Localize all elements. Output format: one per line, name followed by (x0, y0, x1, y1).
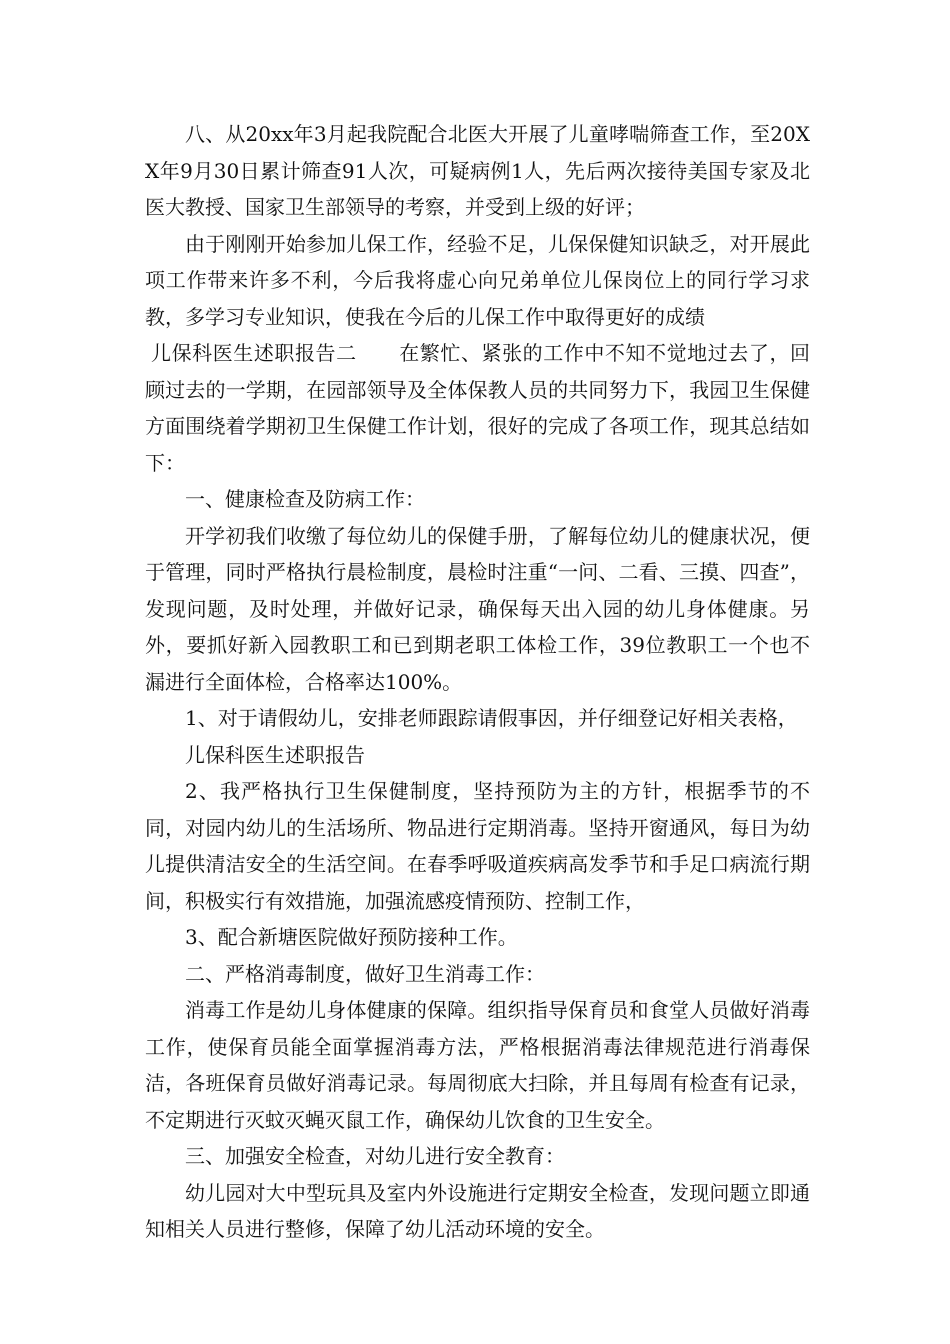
paragraph-safety: 幼儿园对大中型玩具及室内外设施进行定期安全检查，发现问题立即通知相关人员进行整修，保障了幼儿活动环境的安全。 (145, 1180, 810, 1241)
paragraph-reflection: 由于刚刚开始参加儿保工作，经验不足，儿保保健知识缺乏，对开展此项工作带来许多不利，今后我将虚心向兄弟单位儿保岗位上的同行学习求教，多学习专业知识，使我在今后的儿保工作中取得更好的成绩 (145, 231, 810, 329)
heading-disinfection: 二、严格消毒制度，做好卫生消毒工作： (185, 961, 545, 986)
section-title: 儿保科医生述职报告二 (151, 341, 357, 365)
heading-safety: 三、加强安全检查，对幼儿进行安全教育： (185, 1144, 565, 1168)
inline-report-title: 儿保科医生述职报告 (185, 742, 365, 767)
list-item-3: 3、配合新塘医院做好预防接种工作。 (185, 925, 518, 949)
section-intro: 在繁忙、紧张的工作中不知不觉地过去了，回顾过去的一学期，在园部领导及全体保教人员的共同努力下，我园卫生保健方面围绕着学期初卫生保健工作计划，很好的完成了各项工作，现其总结如下： (145, 341, 811, 475)
paragraph-asthma-screening: 八、从20xx年3月起我院配合北医大开展了儿童哮喘筛查工作，至20XX年9月30日累计筛查91人次，可疑病例1人，先后两次接待美国专家及北医大教授、国家卫生部领导的考察，并受到上级的好评； (145, 122, 810, 219)
list-item-2: 2、我严格执行卫生保健制度，坚持预防为主的方针，根据季节的不同，对园内幼儿的生活场所、物品进行定期消毒。坚持开窗通风，每日为幼儿提供清洁安全的生活空间。在春季呼吸道疾病高发季节和手足口病流行期间，积极实行有效措施，加强流感疫情预防、控制工作， (145, 779, 810, 913)
paragraph-health-check: 开学初我们收缴了每位幼儿的保健手册，了解每位幼儿的健康状况，便于管理，同时严格执行晨检制度，晨检时注重“一问、二看、三摸、四查”，发现问题，及时处理，并做好记录，确保每天出入园的幼儿身体健康。另外，要抓好新入园教职工和已到期老职工体检工作，39位教职工一个也不漏进行全面体检，合格率达100%。 (145, 523, 810, 694)
paragraph-section-two (145, 335, 810, 481)
document-body (145, 116, 810, 1248)
list-item-1: 1、对于请假幼儿，安排老师跟踪请假事因，并仔细登记好相关表格， (185, 706, 798, 730)
paragraph-disinfection: 消毒工作是幼儿身体健康的保障。组织指导保育员和食堂人员做好消毒工作，使保育员能全面掌握消毒方法，严格根据消毒法律规范进行消毒保洁，各班保育员做好消毒记录。每周彻底大扫除，并且每周有检查有记录，不定期进行灭蚊灭蝇灭鼠工作，确保幼儿饮食的卫生安全。 (145, 998, 810, 1132)
heading-health-check: 一、健康检查及防病工作： (185, 487, 425, 511)
